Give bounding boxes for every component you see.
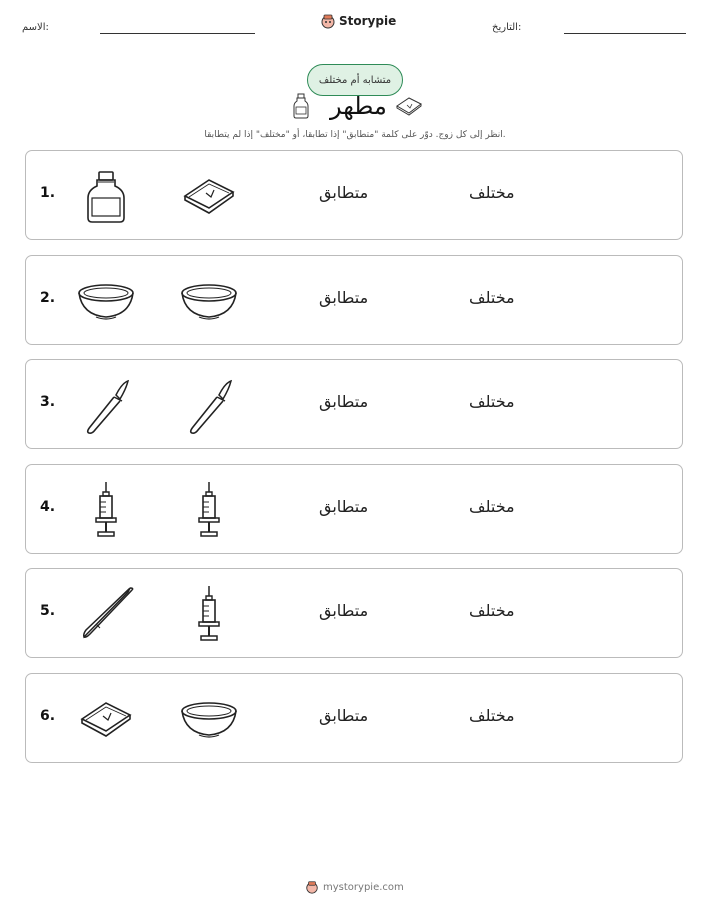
same-option[interactable]: متطابق xyxy=(319,392,369,411)
question-row xyxy=(25,150,683,240)
question-row xyxy=(25,255,683,345)
question-number: 6. xyxy=(40,707,56,724)
date-label: التاريخ: xyxy=(492,22,522,33)
different-option[interactable]: مختلف xyxy=(469,183,515,202)
bowl-icon xyxy=(76,271,136,331)
bowl-icon xyxy=(179,689,239,749)
instructions: انظر إلى كل زوج. دوّر على كلمة "متطابق" إذا تطابقا، أو "مختلف" إذا لم يتطابقا. xyxy=(204,130,506,140)
same-option[interactable]: متطابق xyxy=(319,183,369,202)
bottle-icon xyxy=(292,93,310,123)
folded-cloth-icon xyxy=(179,166,239,226)
question-number: 5. xyxy=(40,603,56,619)
question-number: 2. xyxy=(40,289,56,306)
syringe-icon xyxy=(179,584,239,644)
same-option[interactable]: متطابق xyxy=(319,601,369,620)
page-title: مطهر xyxy=(330,92,387,120)
folded-cloth-icon xyxy=(76,689,136,749)
bowl-icon xyxy=(179,271,239,331)
storypie-mascot-icon xyxy=(305,880,319,894)
question-row xyxy=(25,464,683,554)
brand-logo xyxy=(320,13,396,29)
question-number: 3. xyxy=(40,394,56,410)
question-row xyxy=(25,359,683,449)
name-label: الاسم: xyxy=(22,22,49,33)
same-option[interactable]: متطابق xyxy=(319,705,369,725)
bottle-icon xyxy=(76,166,136,226)
date-line[interactable] xyxy=(564,33,686,34)
scalpel-icon xyxy=(76,375,136,435)
different-option[interactable]: مختلف xyxy=(469,705,515,725)
syringe-icon xyxy=(76,480,136,540)
different-option[interactable]: مختلف xyxy=(469,287,515,307)
name-line[interactable] xyxy=(100,33,255,34)
worksheet-badge: متشابه أم مختلف xyxy=(307,64,403,96)
same-option[interactable]: متطابق xyxy=(319,496,369,516)
question-number: 4. xyxy=(40,498,56,515)
folded-cloth-icon xyxy=(395,96,423,120)
same-option[interactable]: متطابق xyxy=(319,287,369,307)
scalpel-icon xyxy=(179,375,239,435)
syringe-icon xyxy=(179,480,239,540)
footer xyxy=(305,880,404,894)
different-option[interactable]: مختلف xyxy=(469,392,515,411)
question-row xyxy=(25,673,683,763)
brand-name: Storypie xyxy=(339,14,397,28)
different-option[interactable]: مختلف xyxy=(469,601,515,620)
question-row xyxy=(25,568,683,658)
question-number: 1. xyxy=(40,185,56,201)
footer-site[interactable]: mystorypie.com xyxy=(323,881,404,893)
tweezers-icon xyxy=(76,584,136,644)
different-option[interactable]: مختلف xyxy=(469,496,515,516)
storypie-mascot-icon xyxy=(320,13,336,29)
